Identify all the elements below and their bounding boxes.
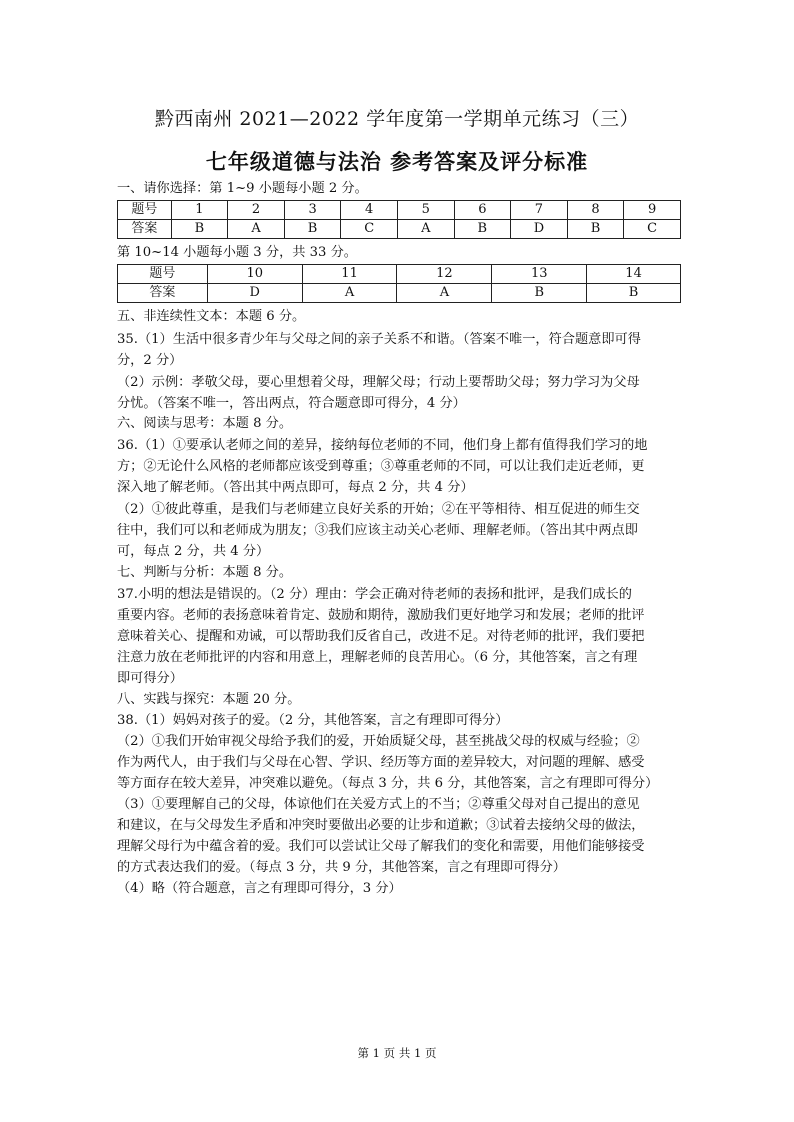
q38-line: 作为两代人，由于我们与父母在心智、学识、经历等方面的差异较大，对问题的理解、感受 [117,755,645,770]
answer-cell: C [341,220,398,239]
document-subtitle: 七年级道德与法治 参考答案及评分标准 [205,149,589,174]
section-1-part-2: 第 10~14 小题每小题 3 分，共 33 分。 [117,245,357,260]
question-number: 4 [341,201,398,220]
row-label: 答案 [118,284,208,303]
question-number: 1 [171,201,228,220]
question-number: 5 [397,201,454,220]
q38-line: （3）①要理解自己的父母，体谅他们在关爱方式上的不当；②尊重父母对自己提出的意见 [117,797,640,812]
q37-line: 即可得分） [117,671,183,686]
page-footer: 第 1 页 共 1 页 [357,1046,437,1060]
q38-line: 38.（1）妈妈对孩子的爱。（2 分，其他答案，言之有理即可得分） [117,713,509,728]
section-5-heading: 五、非连续性文本：本题 6 分。 [117,309,306,324]
q35-line: （2）示例：孝敬父母，要心里想着父母，理解父母；行动上要帮助父母；努力学习为父母 [117,375,640,390]
q38-line: （4）略（符合题意，言之有理即可得分，3 分） [117,881,402,896]
section-8-heading: 八、实践与探究：本题 20 分。 [117,692,301,707]
question-number: 10 [207,265,302,284]
document-title: 黔西南州 2021—2022 学年度第一学期单元练习（三） [154,108,640,130]
answer-cell: A [302,284,397,303]
q38-line: （2）①我们开始审视父母给予我们的爱，开始质疑父母，甚至挑战父母的权威与经验；② [117,734,640,749]
q37-line: 意味着关心、提醒和劝诫，可以帮助我们反省自己，改进不足。对待老师的批评，我们要把 [117,629,645,644]
answer-cell: B [492,284,587,303]
row-label: 题号 [118,265,208,284]
section-1-intro: 一、请你选择：第 1~9 小题每小题 2 分。 [117,181,368,196]
question-number: 12 [397,265,492,284]
table-row [118,265,681,284]
answer-cell: C [624,220,681,239]
q36-line: （2）①彼此尊重，是我们与老师建立良好关系的开始；②在平等相待、相互促进的师生交 [117,502,640,517]
section-7-heading: 七、判断与分析：本题 8 分。 [117,565,293,580]
answer-cell: B [284,220,341,239]
q37-line: 注意力放在老师批评的内容和用意上，理解老师的良苦用心。（6 分，其他答案，言之有理 [117,650,638,665]
answer-cell: A [228,220,285,239]
q35-line: 分，2 分） [117,353,183,368]
row-label: 题号 [118,201,172,220]
q38-line: 的方式表达我们的爱。（每点 3 分，共 9 分，其他答案，言之有理即可得分） [117,860,566,875]
answer-table-1 [117,200,681,239]
question-number: 9 [624,201,681,220]
q37-line: 37.小明的想法是错误的。（2 分）理由：学会正确对待老师的表扬和批评，是我们成长的 [117,587,632,602]
q36-line: 36.（1）①要承认老师之间的差异，接纳每位老师的不同，他们身上都有值得我们学习的地 [117,438,648,453]
q37-line: 重要内容。老师的表扬意味着肯定、鼓励和期待，激励我们更好地学习和发展；老师的批评 [117,608,645,623]
answer-cell: D [511,220,568,239]
answer-table-2 [117,264,681,303]
answer-cell: B [171,220,228,239]
q36-line: 方；②无论什么风格的老师都应该受到尊重；③尊重老师的不同，可以让我们走近老师，更 [117,459,645,474]
q38-line: 和建议，在与父母发生矛盾和冲突时要做出必要的让步和道歉；③试着去接纳父母的做法， [117,818,645,833]
row-label: 答案 [118,220,172,239]
question-number: 14 [587,265,681,284]
q38-line: 理解父母行为中蕴含着的爱。我们可以尝试让父母了解我们的变化和需要，用他们能够接受 [117,839,645,854]
q35-line: 35.（1）生活中很多青少年与父母之间的亲子关系不和谐。（答案不唯一，符合题意即可得 [117,332,641,347]
q36-line: 深入地了解老师。（答出其中两点即可，每点 2 分，共 4 分） [117,480,474,495]
question-number: 7 [511,201,568,220]
q36-line: 可，每点 2 分，共 4 分） [117,544,270,559]
answer-cell: A [397,220,454,239]
q35-line: 分忧。（答案不唯一，答出两点，符合题意即可得分，4 分） [117,396,466,411]
answer-cell: B [454,220,511,239]
q38-line: 等方面存在较大差异，冲突难以避免。（每点 3 分，共 6 分，其他答案，言之有理即可得分） [117,776,659,791]
question-number: 2 [228,201,285,220]
question-number: 8 [567,201,624,220]
table-row [118,220,681,239]
question-number: 11 [302,265,397,284]
question-number: 3 [284,201,341,220]
question-number: 6 [454,201,511,220]
answer-cell: B [567,220,624,239]
section-6-heading: 六、阅读与思考：本题 8 分。 [117,416,293,431]
q36-line: 往中，我们可以和老师成为朋友；③我们应该主动关心老师、理解老师。（答出其中两点即 [117,523,638,538]
question-number: 13 [492,265,587,284]
answer-cell: A [397,284,492,303]
answer-cell: B [587,284,681,303]
table-row [118,284,681,303]
table-row [118,201,681,220]
answer-cell: D [207,284,302,303]
